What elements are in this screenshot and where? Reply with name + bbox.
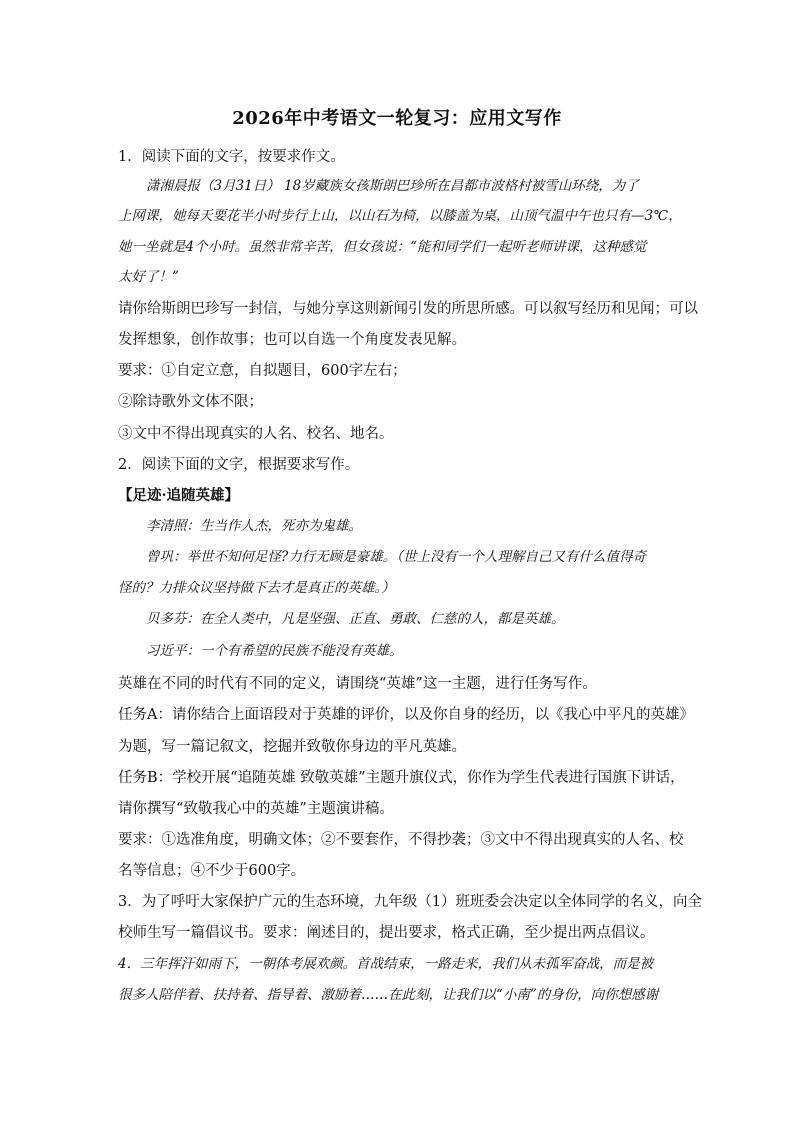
q1-news-line: 上网课，她每天要花半小时步行上山，以山石为椅，以膝盖为桌，山顶气温中午也只有—3℃， <box>118 208 682 224</box>
q1-requirement: 要求：①自定立意，自拟题目，600字左右； <box>118 363 407 379</box>
q2-body-line: 为题，写一篇记叙文，挖掘并致敬你身边的平凡英雄。 <box>118 739 466 755</box>
q4-line: 很多人陪伴着、扶持着、指导着、激励着……在此刻，让我们以“小南”的身份，向你想感谢 <box>118 987 659 1003</box>
q2-section-title: 【足迹·追随英雄】 <box>118 487 240 504</box>
q3-line: 3．为了呼吁大家保护广元的生态环境，九年级（1）班班委会决定以全体同学的名义，向全 <box>118 894 702 910</box>
q1-prompt-line: 请你给斯朗巴珍写一封信，与她分享这则新闻引发的所思所感。可以叙写经历和见闻；可以 <box>118 301 698 317</box>
q2-quote: 贝多芬：在全人类中，凡是坚强、正直、勇敢、仁慈的人，都是英雄。 <box>146 611 565 627</box>
q1-requirement: ③文中不得出现真实的人名、校名、地名。 <box>118 426 394 442</box>
q2-body-line: 要求：①选准角度，明确文体；②不要套作，不得抄袭；③文中不得出现真实的人名、校 <box>118 832 684 848</box>
q3-line: 校师生写一篇倡议书。要求：阐述目的，提出要求，格式正确，至少提出两点倡议。 <box>118 925 655 941</box>
q2-body-line: 请你撰写“致敬我心中的英雄”主题演讲稿。 <box>118 801 394 817</box>
q2-quote: 习近平：一个有希望的民族不能没有英雄。 <box>146 643 403 659</box>
q1-news-line: 潇湘晨报（3月31日） 18岁藏族女孩斯朗巴珍所在昌都市波格村被雪山环绕，为了 <box>146 178 639 194</box>
q2-body-line: 英雄在不同的时代有不同的定义，请围绕“英雄”这一主题，进行任务写作。 <box>118 676 597 692</box>
q2-quote: 怪的？力排众议坚持做下去才是真正的英雄。） <box>118 580 395 596</box>
q2-body-line: 名等信息；④不少于600字。 <box>118 863 306 879</box>
q1-news-line: 太好了！” <box>118 269 179 285</box>
q2-quote: 李清照：生当作人杰，死亦为鬼雄。 <box>146 518 362 534</box>
q4-line: 4．三年挥汗如雨下，一朝体考展欢颜。首战结束，一路走来，我们从未孤军奋战，而是被 <box>118 956 654 972</box>
q1-news-line: 她一坐就是4个小时。虽然非常辛苦，但女孩说：“能和同学们一起听老师讲课，这种感觉 <box>118 239 647 255</box>
page-title: 2026年中考语文一轮复习：应用文写作 <box>232 108 562 129</box>
q2-body-line: 任务A：请你结合上面语段对于英雄的评价，以及你自身的经历，以《我心中平凡的英雄》 <box>118 707 694 723</box>
q1-prompt-line: 发挥想象，创作故事；也可以自选一个角度发表见解。 <box>118 332 466 348</box>
q2-quote: 曾巩：举世不知何足怪?力行无顾是豪雄。（世上没有一个人理解自己又有什么值得奇 <box>146 549 646 565</box>
q2-body-line: 任务B：学校开展“追随英雄 致敬英雄”主题升旗仪式，你作为学生代表进行国旗下讲话， <box>118 770 685 786</box>
q2-heading: 2．阅读下面的文字，根据要求写作。 <box>118 457 360 473</box>
q1-requirement: ②除诗歌外文体不限； <box>118 394 263 410</box>
q1-heading: 1．阅读下面的文字，按要求作文。 <box>118 149 345 165</box>
